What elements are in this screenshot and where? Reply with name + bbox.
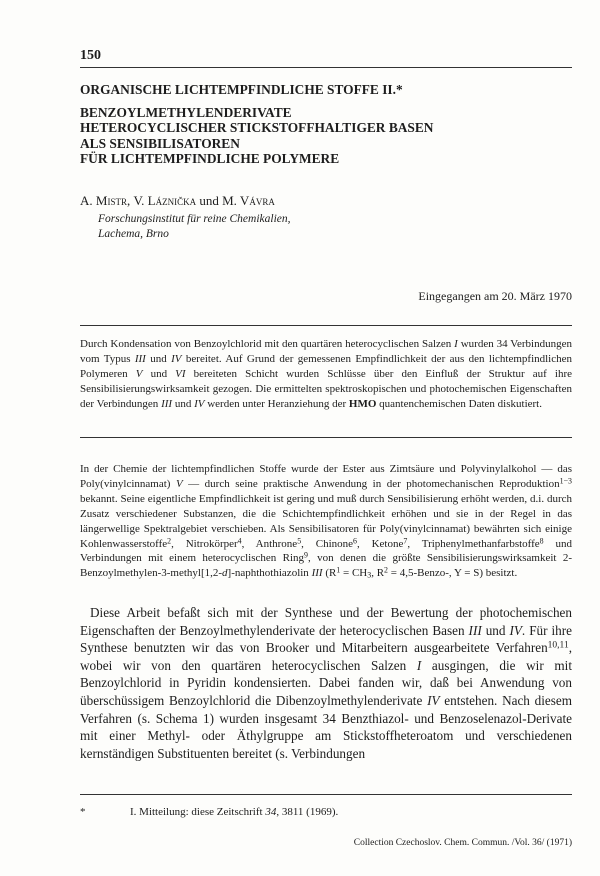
title-line: ALS SENSIBILISATOREN bbox=[80, 135, 240, 151]
title-line: BENZOYLMETHYLENDERIVATE bbox=[80, 104, 292, 120]
affiliation bbox=[98, 212, 590, 242]
intro-paragraph: In der Chemie der lichtempfindlichen Stoffe wurde der Ester aus Zimtsäure und Polyvinylalkohol — das Poly(vinylcinnamat) V — durch seine praktische Anwendung in der photomechanischen Reproduktion$^{1-3}$ bekannt. Seine eigentliche Empfindlichkeit ist gering und muß durch Sensibilisierung erhöht werden, d.i. durch Zusatz verschiedener Substanzen, die die Schichtempfindlichkeit erhöhen und sie in der Regel in das längerwellige Spektralgebiet verschieben. Als Sensibilisatoren für Poly(vinylcinnamat) bewährten sich einige Kohlenwasserstoffe$^2$, Nitrokörper$^4$, Anthrone$^5$, Chinone$^6$, Ketone$^7$, Triphenylmethanfarbstoffe$^8$ und Verbindungen mit einem heterocyclischen Ring$^9$, von denen die größte Sensibilisierungswirksamkeit 2-Benzoylmethylen-3-methyl[1,2-d]-naphthothiazolin III ($R^1 = CH_3$, $R^2$ = 4,5-Benzo-, Y = S) besitzt. bbox=[80, 463, 572, 580]
affiliation-line: Forschungsinstitut für reine Chemikalien, bbox=[98, 213, 291, 225]
author-list: A. Mistr, V. Láznička und M. Vávra bbox=[80, 193, 275, 208]
author-name: M. Vávra bbox=[222, 193, 275, 208]
page-number: 150 bbox=[80, 48, 101, 63]
title-line: FÜR LICHTEMPFINDLICHE POLYMERE bbox=[80, 151, 340, 166]
title-line-series: ORGANISCHE LICHTEMPFINDLICHE STOFFE II.* bbox=[80, 82, 403, 97]
article-title bbox=[80, 82, 572, 167]
abstract-bottom-rule bbox=[80, 437, 572, 438]
body-paragraph: Diese Arbeit befaßt sich mit der Synthese und der Bewertung der photochemischen Eigenschaften der Benzoylmethylenderivate der heterocyclischen Basen III und IV. Für ihre Synthese benutzten wir das von Brooker und Mitarbeitern ausgearbeitete Verfahren$^{10,11}$, wobei wir von den quartären heterocyclischen Salzen I ausgingen, die wir mit Benzoylchlorid in Pyridin kondensierten. Dabei fanden wir, daß bei Anwendung von überschüssigem Benzoylchlorid die Dibenzoylmethylenderivate IV entstehen. Nach diesem Verfahren (s. Schema 1) wurden insgesamt 34 Benzthiazol- und Benzoselenazol-Derivate mit einer Methyl- oder Äthylgruppe am Stickstoffheteroatom und verschiedenen kernständigen Substituenten bereitet (s. Verbindungen bbox=[80, 605, 572, 761]
footnote-rule bbox=[80, 794, 572, 795]
abstract-top-rule bbox=[80, 325, 572, 326]
header-rule bbox=[80, 67, 572, 68]
footnote: * I. Mitteilung: diese Zeitschrift 34, 3811 (1969). bbox=[80, 806, 339, 818]
author-name: A. Mistr bbox=[80, 193, 127, 208]
title-line: HETEROCYCLISCHER STICKSTOFFHALTIGER BASEN bbox=[80, 120, 434, 135]
abstract: Durch Kondensation von Benzoylchlorid mit den quartären heterocyclischen Salzen I wurden 34 Verbindungen vom Typus III und IV bereitet. Auf Grund der gemessenen Empfindlichkeit der aus den lichtempfindlichen Polymeren V und VI bereiteten Schicht wurden Schlüsse über den Einfluß der Struktur auf ihre Sensibilisierungswirksamkeit gezogen. Die ermittelten spektroskopischen und photochemischen Eigenschaften der Verbindungen III und IV werden unter Heranziehung der HMO quantenchemischen Daten diskutiert. bbox=[80, 338, 572, 410]
journal-reference: Collection Czechoslov. Chem. Commun. /Vol. 36/ (1971) bbox=[353, 838, 572, 848]
author-name: V. Láznička bbox=[133, 193, 197, 208]
affiliation-line: Lachema, Brno bbox=[98, 228, 169, 240]
footnote-mark: * bbox=[80, 806, 86, 818]
received-date: Eingegangen am 20. März 1970 bbox=[418, 289, 572, 303]
